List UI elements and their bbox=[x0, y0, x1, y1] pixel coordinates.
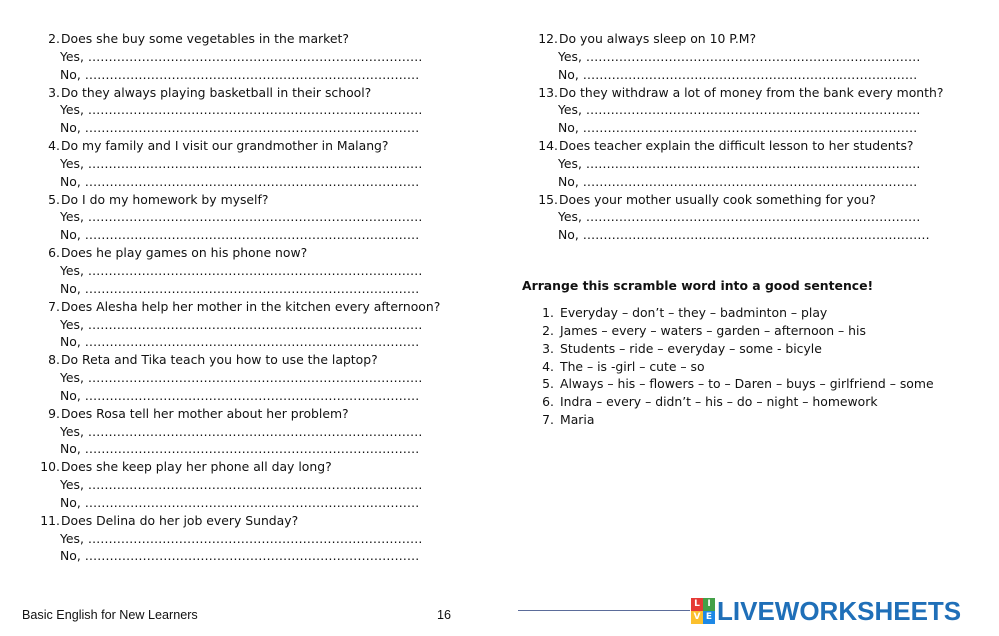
right-question-list bbox=[538, 30, 978, 244]
scramble-list bbox=[540, 304, 934, 429]
answer-yes-line[interactable]: Yes, ……………………………………………………………………… bbox=[60, 423, 423, 439]
question-number: 10. bbox=[40, 459, 60, 475]
answer-no-line[interactable]: No, ……………………………………………………………………… bbox=[60, 548, 420, 564]
question-text: Does he play games on his phone now? bbox=[61, 245, 308, 261]
liveworksheets-logo-icon bbox=[691, 598, 715, 624]
scramble-number: 5. bbox=[542, 376, 554, 392]
answer-no-line[interactable]: No, ……………………………………………………………………… bbox=[558, 173, 918, 189]
question-text: Does Delina do her job every Sunday? bbox=[61, 512, 299, 528]
answer-yes-line[interactable]: Yes, ……………………………………………………………………… bbox=[60, 370, 423, 386]
question-number: 11. bbox=[40, 512, 60, 528]
answer-yes-line[interactable]: Yes, ……………………………………………………………………… bbox=[60, 477, 423, 493]
scramble-number: 4. bbox=[542, 358, 554, 374]
answer-yes-line[interactable]: Yes, ……………………………………………………………………… bbox=[60, 155, 423, 171]
question-number: 2. bbox=[48, 31, 60, 46]
liveworksheets-logo-text: LIVEWORKSHEETS bbox=[717, 596, 962, 626]
answer-no-line[interactable]: No, ……………………………………………………………………… bbox=[558, 120, 918, 136]
logo-letter-tile: E bbox=[703, 611, 715, 624]
scramble-item bbox=[540, 375, 934, 393]
liveworksheets-logo[interactable] bbox=[691, 596, 961, 626]
question-number: 4. bbox=[48, 138, 60, 154]
logo-letter-tile: V bbox=[691, 611, 703, 624]
answer-no-line[interactable]: No, ……………………………………………………………………… bbox=[60, 173, 420, 189]
answer-no-line[interactable]: No, ……………………………………………………………………… bbox=[60, 441, 420, 457]
question-item bbox=[538, 30, 978, 48]
answer-yes-line[interactable]: Yes, ……………………………………………………………………… bbox=[558, 102, 921, 118]
scramble-text: Maria bbox=[560, 412, 595, 428]
answer-no-line[interactable]: No, ……………………………………………………………………… bbox=[60, 66, 420, 82]
question-number: 15. bbox=[538, 191, 558, 207]
question-text: Does teacher explain the difficult lesson to her students? bbox=[559, 138, 914, 154]
question-item bbox=[538, 137, 978, 155]
answer-yes-line[interactable]: Yes, ……………………………………………………………………… bbox=[60, 48, 423, 64]
question-item bbox=[40, 458, 480, 476]
answer-yes-line[interactable]: Yes, ……………………………………………………………………… bbox=[60, 262, 423, 278]
question-text: Do they withdraw a lot of money from the bank every month? bbox=[559, 84, 944, 100]
question-item bbox=[40, 351, 480, 369]
answer-yes-line[interactable]: Yes, ……………………………………………………………………… bbox=[60, 102, 423, 118]
footer-book-title: Basic English for New Learners bbox=[22, 608, 198, 622]
scramble-number: 7. bbox=[542, 412, 554, 428]
answer-no-line[interactable]: No, ……………………………………………………………………… bbox=[60, 387, 420, 403]
question-number: 8. bbox=[48, 352, 60, 368]
question-number: 7. bbox=[48, 298, 60, 314]
question-text: Do my family and I visit our grandmother in Malang? bbox=[61, 138, 389, 154]
question-item bbox=[40, 137, 480, 155]
scramble-item bbox=[540, 358, 934, 376]
scramble-text: Students – ride – everyday – some - bicyle bbox=[560, 340, 822, 356]
question-number: 6. bbox=[48, 245, 60, 261]
footer-page-number: 16 bbox=[437, 608, 452, 622]
question-item bbox=[40, 191, 480, 209]
question-text: Does she keep play her phone all day long? bbox=[61, 459, 332, 475]
scramble-number: 1. bbox=[542, 305, 554, 320]
answer-yes-line[interactable]: Yes, ……………………………………………………………………… bbox=[558, 48, 921, 64]
scramble-text: The – is -girl – cute – so bbox=[560, 358, 705, 374]
question-number: 13. bbox=[538, 84, 558, 100]
question-item bbox=[40, 512, 480, 530]
answer-yes-line[interactable]: Yes, ……………………………………………………………………… bbox=[558, 209, 921, 225]
scramble-item bbox=[540, 340, 934, 358]
question-number: 14. bbox=[538, 138, 558, 154]
question-item bbox=[40, 405, 480, 423]
scramble-text: Everyday – don’t – they – badminton – play bbox=[560, 305, 828, 320]
scramble-text: Indra – every – didn’t – his – do – night – homework bbox=[560, 394, 878, 410]
answer-no-line[interactable]: No, ……………………………………………………………………… bbox=[60, 227, 420, 243]
question-number: 12. bbox=[538, 31, 558, 46]
scramble-number: 2. bbox=[542, 322, 554, 338]
scramble-item bbox=[540, 393, 934, 411]
question-text: Does Rosa tell her mother about her problem? bbox=[61, 405, 349, 421]
answer-yes-line[interactable]: Yes, ……………………………………………………………………… bbox=[558, 155, 921, 171]
scramble-item bbox=[540, 322, 934, 340]
scramble-number: 6. bbox=[542, 394, 554, 410]
scramble-instruction: Arrange this scramble word into a good sentence! bbox=[522, 278, 874, 293]
logo-letter-tile: L bbox=[691, 598, 703, 611]
answer-yes-line[interactable]: Yes, ……………………………………………………………………… bbox=[60, 316, 423, 332]
question-item bbox=[40, 244, 480, 262]
answer-no-line[interactable]: No, ……………………………………………………………………… bbox=[60, 120, 420, 136]
answer-yes-line[interactable]: Yes, ……………………………………………………………………… bbox=[60, 209, 423, 225]
answer-no-line[interactable]: No, ……………………………………………………………………… bbox=[60, 494, 420, 510]
question-item bbox=[40, 298, 480, 316]
question-text: Do I do my homework by myself? bbox=[61, 191, 269, 207]
answer-no-line[interactable]: No, ……………………………………………………………………… bbox=[558, 66, 918, 82]
scramble-text: James – every – waters – garden – afternoon – his bbox=[560, 322, 866, 338]
answer-yes-line[interactable]: Yes, ……………………………………………………………………… bbox=[60, 530, 423, 546]
scramble-text: Always – his – flowers – to – Daren – buys – girlfriend – some bbox=[560, 376, 934, 392]
question-item bbox=[538, 191, 978, 209]
question-number: 3. bbox=[48, 84, 60, 100]
scramble-item bbox=[540, 411, 934, 429]
question-item bbox=[40, 30, 480, 48]
question-text: Do you always sleep on 10 P.M? bbox=[559, 31, 757, 46]
question-text: Does your mother usually cook something for you? bbox=[559, 191, 876, 207]
answer-no-line[interactable]: No, ……………………………………………………………………… bbox=[60, 280, 420, 296]
left-question-list bbox=[40, 30, 480, 565]
question-number: 9. bbox=[48, 405, 60, 421]
question-text: Do Reta and Tika teach you how to use the laptop? bbox=[61, 352, 378, 368]
answer-no-line[interactable]: No, ………………………………………………………………………… bbox=[558, 227, 930, 243]
scramble-item bbox=[540, 304, 934, 322]
answer-no-line[interactable]: No, ……………………………………………………………………… bbox=[60, 334, 420, 350]
question-text: Does Alesha help her mother in the kitchen every afternoon? bbox=[61, 298, 441, 314]
question-item bbox=[538, 84, 978, 102]
footer-divider bbox=[518, 610, 690, 611]
question-item bbox=[40, 84, 480, 102]
question-text: Do they always playing basketball in their school? bbox=[61, 84, 372, 100]
question-text: Does she buy some vegetables in the market? bbox=[61, 31, 349, 46]
scramble-number: 3. bbox=[542, 340, 554, 356]
question-number: 5. bbox=[48, 191, 60, 207]
logo-letter-tile: I bbox=[703, 598, 715, 611]
